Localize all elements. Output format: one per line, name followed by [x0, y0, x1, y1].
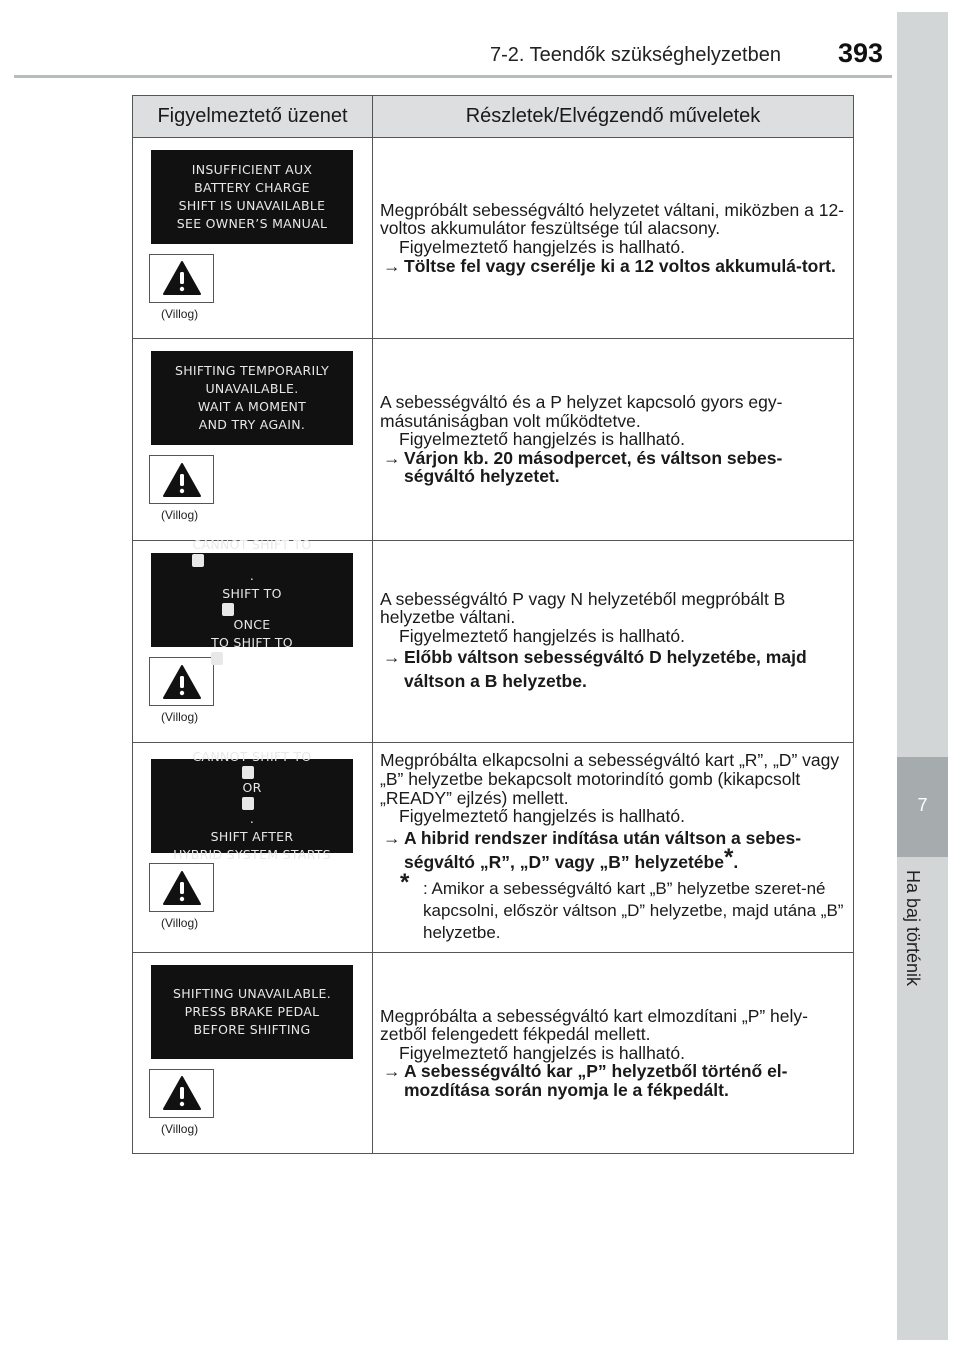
screen-line: SHIFT AFTER: [210, 829, 294, 844]
screen-line: PRESS BRAKE PEDAL: [184, 1003, 320, 1019]
column-header-details: Részletek/Elvégzendő műveletek: [373, 96, 854, 138]
screen-text: CANNOT SHIFT TO: [192, 536, 312, 552]
buzzer-note: Figyelmeztető hangjelzés is hallható.: [399, 806, 685, 827]
screen-line: [211, 634, 293, 668]
warning-triangle-icon: [149, 254, 214, 303]
screen-text: TO SHIFT TO: [211, 634, 293, 650]
description: A sebességváltó P vagy N helyzetéből megpróbált B helyzetbe váltani.: [380, 588, 786, 628]
message-image-cell: [133, 138, 373, 339]
action-end: .: [733, 851, 739, 872]
description: A sebességváltó és a P helyzet kapcsoló gyors egy-másutániságban volt működtetve.: [380, 392, 783, 431]
page-number: 393: [838, 38, 884, 68]
message-image-cell: [133, 743, 373, 953]
details-cell: [373, 138, 854, 339]
screen-line: AND TRY AGAIN.: [198, 417, 306, 432]
gear-b-badge: B: [193, 554, 204, 570]
action-text: A sebességváltó kar „P” helyzetből történő el-mozdítása során nyomja le a fékpedált.: [404, 1061, 788, 1100]
description: Megpróbálta elkapcsolni a sebességváltó kart „R”, „D” vagy „B” helyzetbe bekapcsolt motorindító gomb (kikapcsolt „READY” ejlzés) mellett.: [380, 750, 840, 808]
action-instruction: [380, 449, 845, 486]
description: Megpróbálta a sebességváltó kart elmozdítani „P” hely-zetből felengedett fékpedál mellett.: [380, 1005, 808, 1045]
column-header-message: Figyelmeztető üzenet: [133, 96, 373, 138]
header-rule: [14, 75, 892, 78]
buzzer-note: Figyelmeztető hangjelzés is hallható.: [399, 625, 685, 646]
screen-line: [242, 766, 261, 828]
footnote-marker: *: [723, 843, 734, 871]
details-cell: [373, 953, 854, 1154]
chapter-title: Ha baj történik: [903, 870, 923, 987]
arrow-right-icon: →: [383, 447, 401, 468]
warning-triangle-icon: [149, 455, 214, 504]
action-text: Töltse fel vagy cserélje ki a 12 voltos akkumulá-tort.: [404, 255, 836, 276]
display-message-screen: [151, 150, 353, 244]
screen-text: ONCE: [233, 616, 271, 632]
chapter-number: 7: [917, 795, 928, 815]
screen-line: SEE OWNER’S MANUAL: [176, 215, 328, 231]
display-message-screen: [151, 536, 353, 668]
table-row: [133, 138, 854, 339]
arrow-right-icon: →: [383, 1061, 401, 1082]
table-row: [133, 339, 854, 541]
details-cell: [373, 743, 854, 953]
table-row: [133, 953, 854, 1154]
screen-line: [192, 536, 311, 585]
action-text: Várjon kb. 20 másodpercet, és váltson sebes-ségváltó helyzetet.: [404, 447, 783, 487]
arrow-right-icon: →: [383, 827, 401, 848]
screen-line: BEFORE SHIFTING: [193, 1021, 311, 1037]
description: Megpróbált sebességváltó helyzetet váltani, miközben a 12-voltos akkumulátor feszültsége túl alacsony.: [380, 199, 845, 239]
action-instruction: [380, 645, 845, 693]
screen-line: HYBRID SYSTEM STARTS: [173, 847, 331, 862]
flashing-label: (Villog): [161, 916, 199, 930]
action-text: A hibrid rendszer indítása után váltson a sebes-ségváltó „R”, „D” vagy „B” helyzetébe: [404, 827, 802, 872]
message-image-cell: [133, 339, 373, 541]
flashing-label: (Villog): [161, 306, 199, 321]
screen-line: INSUFFICIENT AUX: [191, 161, 313, 177]
message-image-cell: [133, 953, 373, 1154]
screen-line: SHIFTING TEMPORARILY: [174, 363, 330, 378]
warning-triangle-icon: [149, 657, 214, 706]
action-instruction: [380, 826, 845, 874]
table-row: [133, 541, 854, 743]
screen-line: SHIFT IS UNAVAILABLE: [178, 197, 326, 213]
flashing-label: (Villog): [161, 508, 199, 522]
screen-line: CANNOT SHIFT TO: [192, 749, 312, 764]
display-message-screen: [151, 351, 353, 445]
gear-b-badge: B: [212, 652, 222, 668]
flashing-label: (Villog): [161, 1121, 199, 1136]
footnote-star: *: [400, 868, 410, 896]
display-message-screen: [151, 965, 353, 1059]
footnote: [380, 868, 845, 944]
display-message-screen: [151, 749, 353, 862]
action-text: Előbb váltson sebességváltó D helyzetébe, majd váltson a B helyzetbe.: [404, 647, 807, 692]
screen-line: WAIT A MOMENT: [197, 399, 307, 414]
section-title: 7-2. Teendők szükséghelyzetben: [490, 44, 781, 66]
action-instruction: [380, 257, 845, 276]
screen-line: BATTERY CHARGE: [194, 179, 310, 195]
warning-triangle-icon: [149, 1069, 214, 1118]
chapter-side-tab: [897, 12, 948, 1340]
table-header-row: [133, 96, 854, 138]
gear-d-badge: D: [243, 767, 254, 782]
screen-text: .: [249, 567, 255, 583]
screen-line: [222, 585, 281, 634]
screen-text: OR: [242, 780, 262, 795]
details-cell: [373, 541, 854, 743]
table-row: [133, 743, 854, 953]
buzzer-note: Figyelmeztető hangjelzés is hallható.: [399, 429, 685, 450]
screen-text: SHIFT TO: [222, 585, 282, 601]
gear-r-badge: R: [243, 798, 254, 813]
action-instruction: [380, 1062, 845, 1099]
screen-line: SHIFTING UNAVAILABLE.: [172, 985, 332, 1001]
message-image-cell: [133, 536, 373, 743]
screen-text: .: [249, 811, 255, 826]
arrow-right-icon: →: [383, 647, 401, 668]
buzzer-note: Figyelmeztető hangjelzés is hallható.: [399, 1042, 685, 1063]
footnote-text: : Amikor a sebességváltó kart „B” helyzetbe szeret-né kapcsolni, először váltson „D” helyzetbe, majd utána „B” helyzetbe.: [423, 878, 844, 942]
details-cell: [373, 339, 854, 541]
warning-message-table: [132, 95, 854, 1154]
warning-triangle-icon: [149, 863, 214, 912]
gear-d-badge: D: [222, 603, 234, 619]
arrow-right-icon: →: [383, 255, 401, 276]
screen-line: UNAVAILABLE.: [205, 381, 299, 396]
flashing-label: (Villog): [161, 710, 199, 724]
buzzer-note: Figyelmeztető hangjelzés is hallható.: [399, 237, 685, 257]
